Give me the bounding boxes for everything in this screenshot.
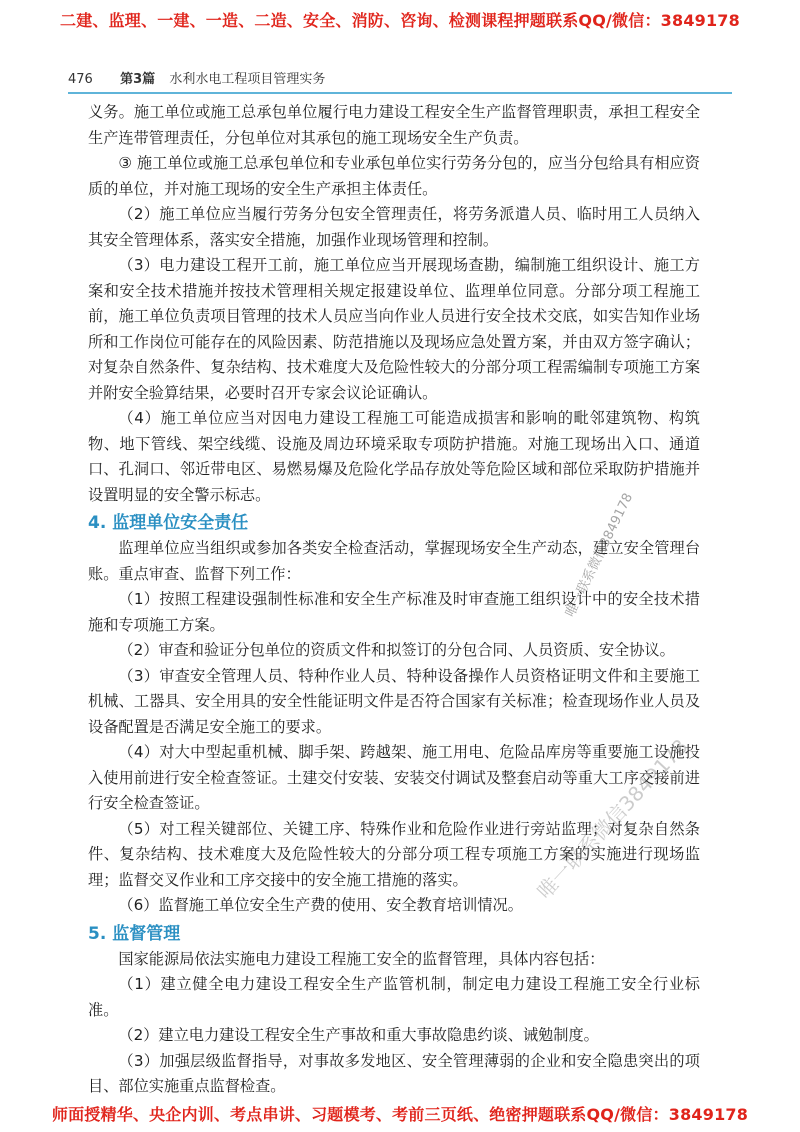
- paragraph: 监理单位应当组织或参加各类安全检查活动，掌握现场安全生产动态，建立安全管理台账。重点审查、监督下列工作：: [88, 539, 700, 583]
- paragraph: ③ 施工单位或施工总承包单位和专业承包单位实行劳务分包的，应当分包给具有相应资质的单位，并对施工现场的安全生产承担主体责任。: [88, 154, 700, 198]
- page-number: 476: [68, 72, 93, 87]
- paragraph: （4）施工单位应当对因电力建设工程施工可能造成损害和影响的毗邻建筑物、构筑物、地下管线、架空线缆、设施及周边环境采取专项防护措施。对施工现场出入口、通道口、孔洞口、邻近带电区、易燃易爆及危险化学品存放处等危险区域和部位采取防护措施并设置明显的安全警示标志。: [88, 409, 700, 504]
- section-heading-5: 5. 监督管理: [88, 923, 181, 944]
- paragraph: （1）建立健全电力建设工程安全生产监管机制，制定电力建设工程施工安全行业标准。: [88, 975, 700, 1019]
- section-heading-4: 4. 监理单位安全责任: [88, 513, 249, 533]
- paragraph: （3）电力建设工程开工前，施工单位应当开展现场查勘，编制施工组织设计、施工方案和安全技术措施并按技术管理相关规定报建设单位、监理单位同意。分部分项工程施工前，施工单位负责项目管理的技术人员应当向作业人员进行安全技术交底，如实告知作业场所和工作岗位可能存在的风险因素、防范措施以及现场应急处置方案，并由双方签字确认；对复杂自然条件、复杂结构、技术难度大及危险性较大的分部分项工程需编制专项施工方案并附安全验算结果，必要时召开专家会议论证确认。: [88, 256, 700, 402]
- promo-banner-top: 二建、监理、一建、一造、二造、安全、消防、咨询、检测课程押题联系QQ/微信：3849178: [60, 11, 740, 30]
- paragraph: （2）审查和验证分包单位的资质文件和拟签订的分包合同、人员资质、安全协议。: [118, 641, 675, 659]
- part-label: 第3篇: [120, 72, 156, 87]
- watermark-large: 唯一联系微信3849178: [532, 734, 693, 904]
- paragraph: （1）按照工程建设强制性标准和安全生产标准及时审查施工组织设计中的安全技术措施和专项施工方案。: [88, 590, 700, 634]
- header-rule: [68, 92, 732, 94]
- paragraph: （3）加强层级监督指导，对事故多发地区、安全管理薄弱的企业和安全隐患突出的项目、部位实施重点监督检查。: [88, 1051, 700, 1095]
- page-body: [88, 100, 700, 1100]
- paragraph: （4）对大中型起重机械、脚手架、跨越架、施工用电、危险品库房等重要施工设施投入使用前进行安全检查签证。土建交付安装、安装交付调试及整套启动等重大工序交接前进行安全检查签证。: [88, 743, 700, 812]
- paragraph: （2）施工单位应当履行劳务分包安全管理责任，将劳务派遣人员、临时用工人员纳入其安全管理体系，落实安全措施，加强作业现场管理和控制。: [88, 205, 700, 249]
- watermark-small: 唯一联系微信3849178: [563, 490, 637, 620]
- paragraph: （3）审查安全管理人员、特种作业人员、特种设备操作人员资格证明文件和主要施工机械、工器具、安全用具的安全性能证明文件是否符合国家有关标准；检查现场作业人员及设备配置是否满足安全施工的要求。: [88, 666, 700, 736]
- book-title: 水利水电工程项目管理实务: [169, 72, 326, 87]
- paragraph: 义务。施工单位或施工总承包单位履行电力建设工程安全生产监督管理职责，承担工程安全生产连带管理责任，分包单位对其承包的施工现场安全生产负责。: [88, 103, 700, 147]
- paragraph: （5）对工程关键部位、关键工序、特殊作业和危险作业进行旁站监理；对复杂自然条件、复杂结构、技术难度大及危险性较大的分部分项工程专项施工方案的实施进行现场监理；监督交叉作业和工序交接中的安全施工措施的落实。: [88, 819, 700, 889]
- page-header: [68, 68, 732, 90]
- promo-banner-bottom: 师面授精华、央企内训、考点串讲、习题模考、考前三页纸、绝密押题联系QQ/微信：3849178: [51, 1105, 749, 1124]
- paragraph: （2）建立电力建设工程安全生产事故和重大事故隐患约谈、诫勉制度。: [118, 1026, 599, 1044]
- paragraph: 国家能源局依法实施电力建设工程施工安全的监督管理，具体内容包括：: [118, 949, 605, 968]
- paragraph: （6）监督施工单位安全生产费的使用、安全教育培训情况。: [118, 896, 523, 914]
